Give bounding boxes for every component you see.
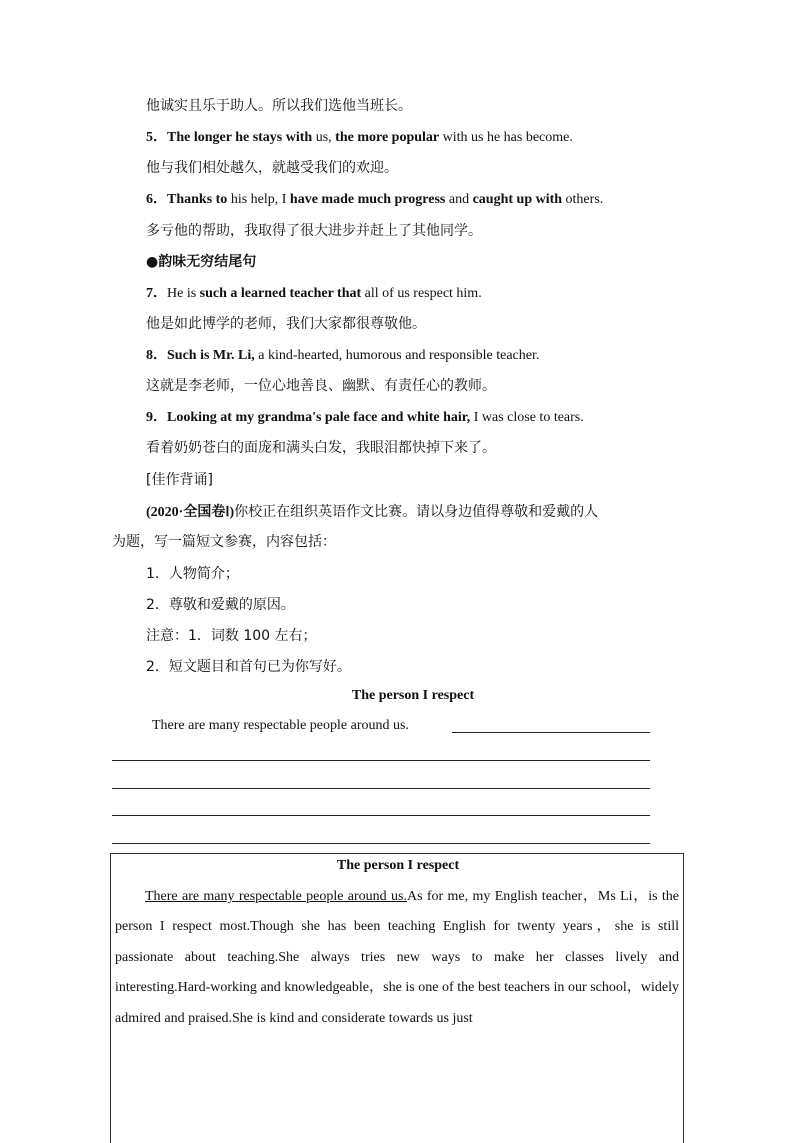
- translation-5: 他与我们相处越久，就越受我们的欢迎。: [146, 160, 398, 176]
- task-source: (2020·全国卷Ⅰ): [146, 505, 235, 520]
- plain-text: his help, I: [227, 192, 290, 207]
- text-line: 他诚实且乐于助人。所以我们选他当班长。: [146, 98, 412, 114]
- sentence-6: [146, 190, 603, 210]
- writing-first-sentence: There are many respectable people around us.: [152, 718, 409, 733]
- task-item: 2．尊敬和爱戴的原因。: [146, 597, 295, 613]
- plain-text: all of us respect him.: [361, 286, 482, 301]
- bold-phrase: The longer he stays with: [167, 130, 313, 145]
- plain-text: and: [445, 192, 473, 207]
- item-number: 6．: [146, 192, 167, 207]
- sentence-9: [146, 408, 584, 428]
- plain-text: He is: [167, 286, 200, 301]
- item-number: 7．: [146, 286, 167, 301]
- model-essay-box: [110, 853, 684, 1143]
- sentence-7: [146, 284, 482, 304]
- writing-line: [452, 732, 650, 733]
- bold-phrase: the more popular: [335, 130, 440, 145]
- underlined-first-sentence: There are many respectable people around us.: [145, 889, 407, 904]
- sentence-5: [146, 128, 573, 148]
- plain-text: a kind-hearted, humorous and responsible teacher.: [254, 348, 540, 363]
- task-note: 注意：1．词数 100 左右；: [146, 628, 317, 644]
- section-heading: ●韵味无穷结尾句: [146, 254, 257, 270]
- bold-phrase: have made much progress: [289, 192, 446, 207]
- bold-phrase: such a learned teacher that: [199, 286, 362, 301]
- bold-phrase: Such is Mr. Li,: [167, 348, 255, 363]
- item-number: 9．: [146, 410, 167, 425]
- task-item: 1．人物简介；: [146, 566, 239, 582]
- item-number: 5．: [146, 130, 167, 145]
- bold-phrase: Looking at my grandma's pale face and white hair,: [167, 410, 471, 425]
- model-essay-title: The person I respect: [336, 858, 460, 873]
- writing-line: [112, 760, 650, 761]
- translation-6: 多亏他的帮助，我取得了很大进步并赶上了其他同学。: [146, 223, 482, 239]
- plain-text: us,: [312, 130, 336, 145]
- translation-7: 他是如此博学的老师，我们大家都很尊敬他。: [146, 316, 426, 332]
- essay-text: As for me, my English teacher，Ms Li，is the person I respect most.Though she has been teaching English for twenty years，she is still passionate about teaching.She always tries new ways to make her classes lively and interesting.Hard-working and knowledgeable，she is one of the best teachers in our school，widely admired and praised.She is kind and considerate towards us just: [115, 889, 680, 1026]
- plain-text: others.: [562, 192, 604, 207]
- plain-text: with us he has become.: [439, 130, 573, 145]
- translation-9: 看着奶奶苍白的面庞和满头白发，我眼泪都快掉下来了。: [146, 440, 496, 456]
- task-note: 2．短文题目和首句已为你写好。: [146, 659, 351, 675]
- writing-line: [112, 843, 650, 844]
- task-prompt-line: [146, 502, 598, 523]
- writing-line: [112, 788, 650, 789]
- plain-text: I was close to tears.: [470, 410, 584, 425]
- writing-title: The person I respect: [351, 688, 475, 703]
- task-prompt-line: 为题，写一篇短文参赛，内容包括：: [112, 534, 336, 550]
- task-text: 你校正在组织英语作文比赛。请以身边值得尊敬和爱戴的人: [234, 504, 599, 520]
- writing-line: [112, 815, 650, 816]
- model-essay-body: [115, 882, 679, 1034]
- bold-phrase: Thanks to: [167, 192, 228, 207]
- bold-phrase: caught up with: [472, 192, 563, 207]
- translation-8: 这就是李老师，一位心地善良、幽默、有责任心的教师。: [146, 378, 496, 394]
- item-number: 8．: [146, 348, 167, 363]
- sentence-8: [146, 346, 539, 366]
- section-heading: [佳作背诵]: [146, 472, 213, 488]
